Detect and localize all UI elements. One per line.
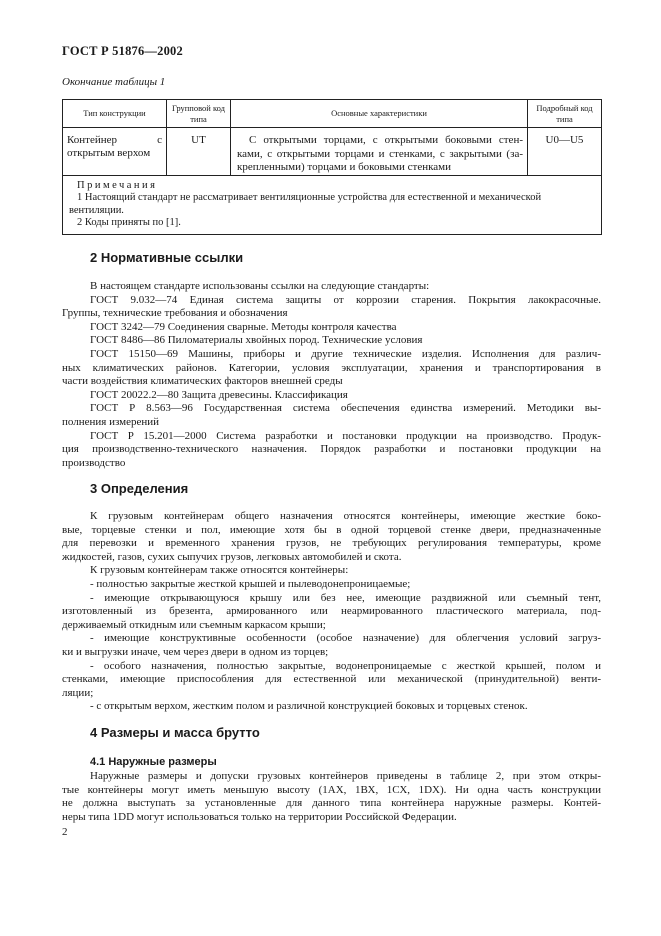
paragraph-line: ГОСТ Р 15.201—2000 Система разработки и постановки продукции на производство. Продук- bbox=[90, 429, 601, 442]
table-row bbox=[63, 128, 602, 176]
paragraph-line: стенками, имеющие приспособления для естественной или механической (принудительной) венти- bbox=[62, 673, 601, 686]
section-heading-4: 4 Размеры и масса брутто bbox=[90, 725, 260, 740]
table-caption: Окончание таблицы 1 bbox=[62, 76, 166, 88]
paragraph-line: ГОСТ 15150—69 Машины, приборы и другие технические изделия. Исполнения для различ- bbox=[90, 347, 601, 360]
paragraph-line: - имеющие конструктивные особенности (особое назначение) для облегчения условий загруз- bbox=[90, 632, 601, 645]
paragraph-line: части воздействия климатических факторов внешней среды bbox=[62, 375, 343, 388]
paragraph-line: ГОСТ 20022.2—80 Защита древесины. Классификация bbox=[90, 388, 348, 401]
paragraph-line: Наружные размеры и допуски грузовых контейнеров приведены в таблице 2, при этом откры- bbox=[90, 770, 601, 782]
document-header: ГОСТ Р 51876—2002 bbox=[62, 44, 183, 58]
column-header-detail-code: Подробный код типа bbox=[528, 100, 602, 128]
paragraph-line: ГОСТ 3242—79 Соединения сварные. Методы контроля качества bbox=[90, 320, 397, 333]
paragraph-line: ляции; bbox=[62, 686, 94, 699]
cell-main-line: крепленными) торцами и боковыми стенками bbox=[237, 161, 452, 174]
column-header-type: Тип конструкции bbox=[63, 100, 167, 128]
paragraph-line: вые, торцевые стенки и пол, имеющие хотя бы в одной торцевой стенке двери, предназначенные bbox=[62, 523, 601, 536]
section-2-body bbox=[62, 280, 601, 470]
page-number: 2 bbox=[62, 826, 68, 838]
paragraph-line: изготовленный из брезента, армированного или неармированного пластического материала, под- bbox=[62, 605, 601, 618]
cell-type-line: Контейнер с bbox=[67, 134, 162, 146]
paragraph-line: - особого назначения, полностью закрытые, водонепроницаемые с жесткой крышей, полом и bbox=[90, 659, 601, 672]
paragraph-line: ция производственно-технического назначения. Порядок разработки и постановки продукции на bbox=[62, 443, 601, 456]
paragraph-line: ГОСТ 8486—86 Пиломатериалы хвойных пород. Технические условия bbox=[90, 334, 423, 347]
paragraph-line: ных климатических районов. Категории, условия эксплуатации, хранения и транспортирования в bbox=[62, 361, 601, 374]
cell-type-line: открытым верхом bbox=[67, 147, 151, 159]
paragraph-line: неры типа 1DD могут использоваться только на территории Российской Федерации. bbox=[62, 810, 457, 823]
column-header-main: Основные характеристики bbox=[231, 100, 528, 128]
section-heading-2: 2 Нормативные ссылки bbox=[90, 250, 244, 265]
paragraph-line: не должна выступать за установленные для данного типа контейнера наружные размеры. Контей- bbox=[62, 797, 601, 810]
paragraph-line: ки и выгрузки иначе, чем через двери в одном из торцев; bbox=[62, 645, 329, 658]
paragraph-line: - с открытым верхом, жестким полом и различной конструкцией боковых и торцевых стенок. bbox=[90, 700, 528, 713]
table-notes bbox=[63, 175, 602, 234]
table-notes-row bbox=[63, 175, 602, 234]
paragraph-line: - имеющие открывающуюся крышу или без нее, имеющие раздвижной или съемный тент, bbox=[90, 591, 601, 604]
note-line: вентиляции. bbox=[69, 204, 124, 216]
notes-title: Примечания bbox=[77, 179, 158, 191]
section-3-body bbox=[62, 510, 601, 714]
paragraph-line: В настоящем стандарте использованы ссылки на следующие стандарты: bbox=[90, 280, 430, 292]
paragraph-line: К грузовым контейнерам общего назначения относятся контейнеры, имеющие жесткие боко- bbox=[90, 510, 601, 522]
paragraph-line: производство bbox=[62, 456, 126, 469]
cell-main-line: ками, с открытыми торцами и стенками, с закрытыми (за- bbox=[237, 147, 523, 160]
cell-main bbox=[231, 128, 528, 176]
section-4-body bbox=[62, 770, 601, 824]
cell-detail-code: U0—U5 bbox=[528, 128, 602, 176]
paragraph-line: - полностью закрытые жесткой крышей и пылеводонепроницаемые; bbox=[90, 577, 411, 590]
paragraph-line: К грузовым контейнерам также относятся контейнеры: bbox=[90, 564, 349, 577]
paragraph-line: ГОСТ 9.032—74 Единая система защиты от коррозии старения. Покрытия лакокрасочные. bbox=[90, 293, 601, 306]
cell-main-line: С открытыми торцами, с открытыми боковыми стен- bbox=[249, 134, 523, 146]
subsection-heading-4-1: 4.1 Наружные размеры bbox=[90, 756, 217, 768]
paragraph-line: для перевозки и временного хранения грузов, не требующих регулирования температуры, кроме bbox=[62, 537, 601, 550]
paragraph-line: тые контейнеры могут иметь меньшую высоту (1АХ, 1ВХ, 1СХ, 1DX). Ни одна часть конструкции bbox=[62, 783, 601, 796]
paragraph-line: Группы, технические требования и обозначения bbox=[62, 307, 288, 320]
table-1 bbox=[62, 99, 602, 235]
note-line: 1 Настоящий стандарт не рассматривает вентиляционные устройства для естественной и механической bbox=[77, 192, 542, 204]
cell-type bbox=[63, 128, 167, 176]
paragraph-line: ГОСТ Р 8.563—96 Государственная система обеспечения единства измерений. Методики вы- bbox=[90, 402, 601, 415]
paragraph-line: держиваемый откидным или съемным каркасом крыши; bbox=[62, 618, 326, 631]
paragraph-line: полнения измерений bbox=[62, 415, 160, 428]
cell-group-code: UT bbox=[167, 128, 231, 176]
paragraph-line: жидкостей, газов, сухих сыпучих грузов, легковых автомобилей и скота. bbox=[62, 550, 402, 563]
note-line: 2 Коды приняты по [1]. bbox=[77, 217, 181, 229]
section-heading-3: 3 Определения bbox=[90, 481, 189, 496]
table-header-row bbox=[63, 100, 602, 128]
column-header-group-code: Групповой код типа bbox=[167, 100, 231, 128]
